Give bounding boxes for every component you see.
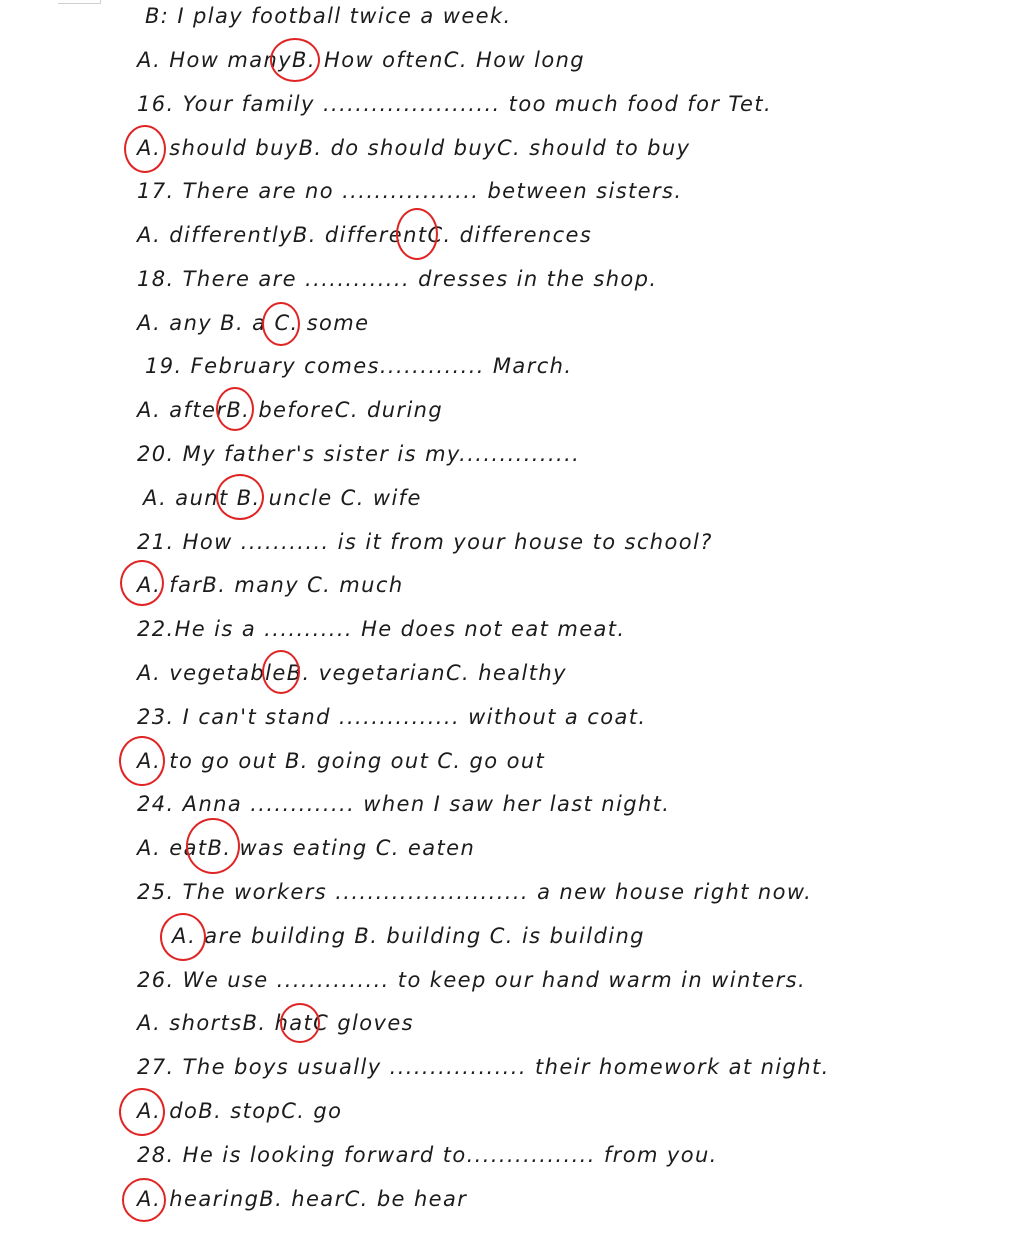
worksheet-line: A. any B. a C. some	[137, 311, 370, 335]
worksheet-line: 16. Your family ...................... too much food for Tet.	[137, 92, 773, 116]
worksheet-line: 18. There are ............. dresses in the shop.	[137, 267, 658, 291]
worksheet-line: 22.He is a ........... He does not eat meat.	[137, 617, 626, 641]
worksheet-line: A. vegetableB. vegetarianC. healthy	[137, 661, 567, 685]
worksheet-line: 21. How ........... is it from your house to school?	[137, 530, 713, 554]
worksheet-line: 28. He is looking forward to................ from you.	[137, 1143, 718, 1167]
worksheet-line: 25. The workers ........................ a new house right now.	[137, 880, 813, 904]
worksheet-line: 26. We use .............. to keep our hand warm in winters.	[137, 968, 807, 992]
worksheet-line: A. How manyB. How oftenC. How long	[137, 48, 586, 72]
page-corner-mark	[58, 0, 101, 4]
worksheet-line: 20. My father's sister is my...............	[137, 442, 581, 466]
worksheet-line: 19. February comes............. March.	[145, 354, 573, 378]
worksheet-line: A. to go out B. going out C. go out	[137, 749, 546, 773]
worksheet-line: 24. Anna ............. when I saw her last night.	[137, 792, 671, 816]
worksheet-line: A. doB. stopC. go	[137, 1099, 343, 1123]
worksheet-line: 17. There are no ................. between sisters.	[137, 179, 683, 203]
worksheet-line: A. should buyB. do should buyC. should to buy	[137, 136, 691, 160]
worksheet-line: 27. The boys usually ................. their homework at night.	[137, 1055, 830, 1079]
worksheet-line: 23. I can't stand ............... without a coat.	[137, 705, 647, 729]
worksheet-line: A. eatB. was eating C. eaten	[137, 836, 476, 860]
worksheet-line: A. are building B. building C. is building	[172, 924, 645, 948]
worksheet-line: A. hearingB. hearC. be hear	[137, 1187, 468, 1211]
worksheet-line: A. afterB. beforeC. during	[137, 398, 444, 422]
worksheet-line: A. shortsB. hatC gloves	[137, 1011, 415, 1035]
worksheet-line: A. farB. many C. much	[137, 573, 404, 597]
worksheet-line: B: I play football twice a week.	[145, 4, 512, 28]
worksheet-line: A. aunt B. uncle C. wife	[143, 486, 422, 510]
worksheet-line: A. differentlyB. differentC. differences	[137, 223, 593, 247]
